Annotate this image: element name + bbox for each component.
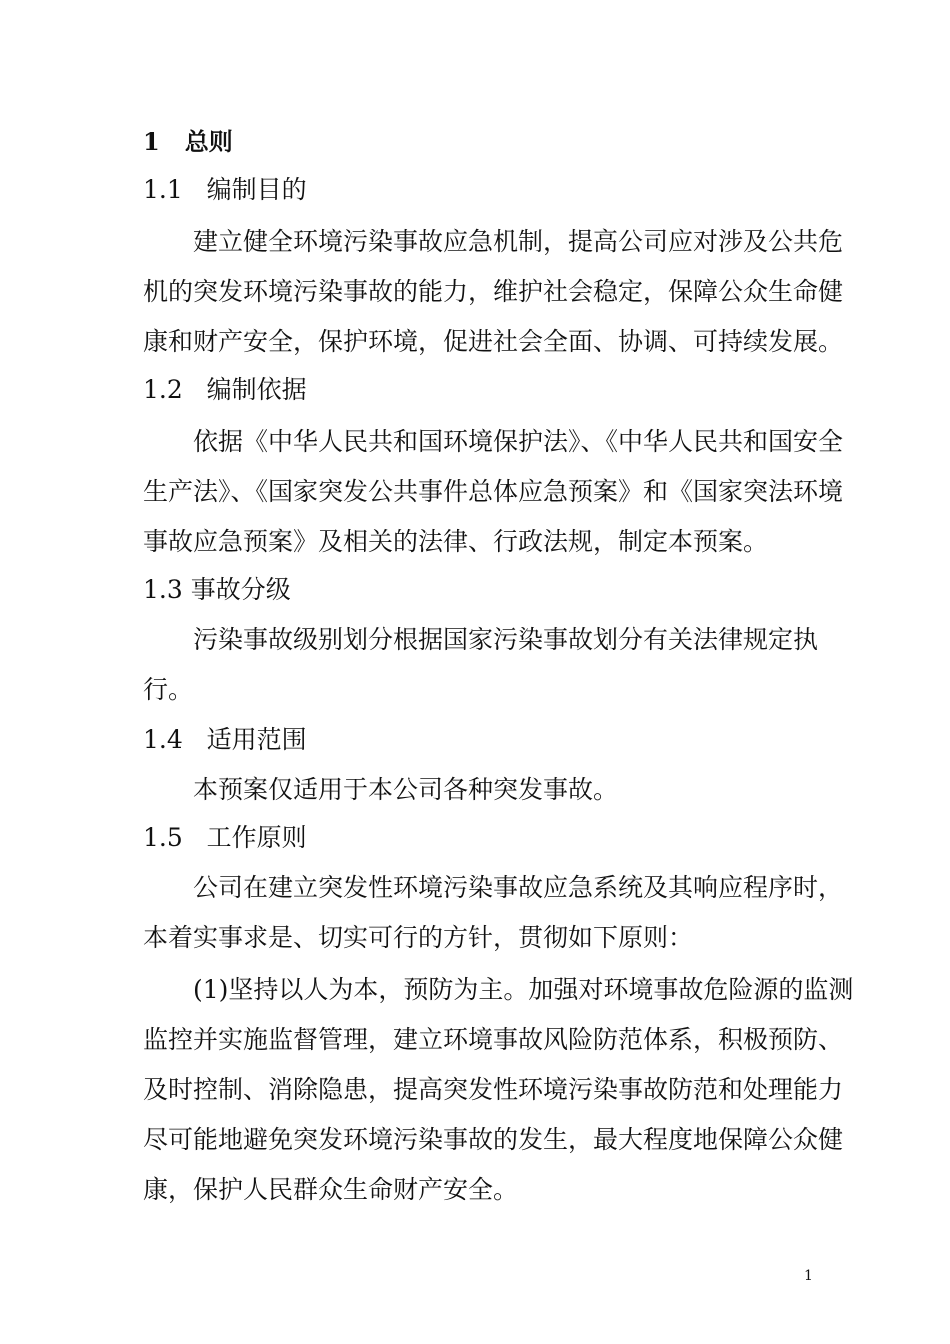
paragraph-line: 本预案仅适用于本公司各种突发事故。 xyxy=(193,775,619,804)
section-heading: 1.4 适用范围 xyxy=(143,725,307,754)
paragraph-line: 污染事故级别划分根据国家污染事故划分有关法律规定执 xyxy=(193,625,819,654)
paragraph-line: (1)坚持以人为本，预防为主。加强对环境事故危险源的监测 xyxy=(193,975,854,1004)
paragraph-line: 公司在建立突发性环境污染事故应急系统及其响应程序时， xyxy=(193,873,844,902)
chapter-number: 1 xyxy=(143,127,160,156)
paragraph-line: 生产法》、《国家突发公共事件总体应急预案》和《国家突法环境 xyxy=(143,477,844,506)
paragraph-line: 尽可能地避免突发环境污染事故的发生，最大程度地保障公众健 xyxy=(143,1125,844,1154)
paragraph-line: 建立健全环境污染事故应急机制，提高公司应对涉及公共危 xyxy=(193,227,844,256)
page-number: 1 xyxy=(804,1268,813,1284)
section-heading: 1.1 编制目的 xyxy=(143,175,307,204)
paragraph-line: 及时控制、消除隐患，提高突发性环境污染事故防范和处理能力 xyxy=(143,1075,844,1104)
paragraph-line: 康和财产安全，保护环境，促进社会全面、协调、可持续发展。 xyxy=(143,327,844,356)
section-heading: 1.3 事故分级 xyxy=(143,575,291,604)
paragraph-line: 康，保护人民群众生命财产安全。 xyxy=(143,1175,519,1204)
paragraph-line: 本着实事求是、切实可行的方针，贯彻如下原则： xyxy=(143,923,694,952)
paragraph-line: 事故应急预案》及相关的法律、行政法规，制定本预案。 xyxy=(143,527,769,556)
chapter-heading xyxy=(143,126,233,158)
paragraph-line: 监控并实施监督管理，建立环境事故风险防范体系，积极预防、 xyxy=(143,1025,844,1054)
paragraph-line: 机的突发环境污染事故的能力，维护社会稳定，保障公众生命健 xyxy=(143,277,844,306)
section-heading: 1.2 编制依据 xyxy=(143,375,307,404)
chapter-title: 总则 xyxy=(184,127,233,156)
section-heading: 1.5 工作原则 xyxy=(143,823,307,852)
paragraph-line: 依据《中华人民共和国环境保护法》、《中华人民共和国安全 xyxy=(193,427,844,456)
paragraph-line: 行。 xyxy=(143,675,194,704)
